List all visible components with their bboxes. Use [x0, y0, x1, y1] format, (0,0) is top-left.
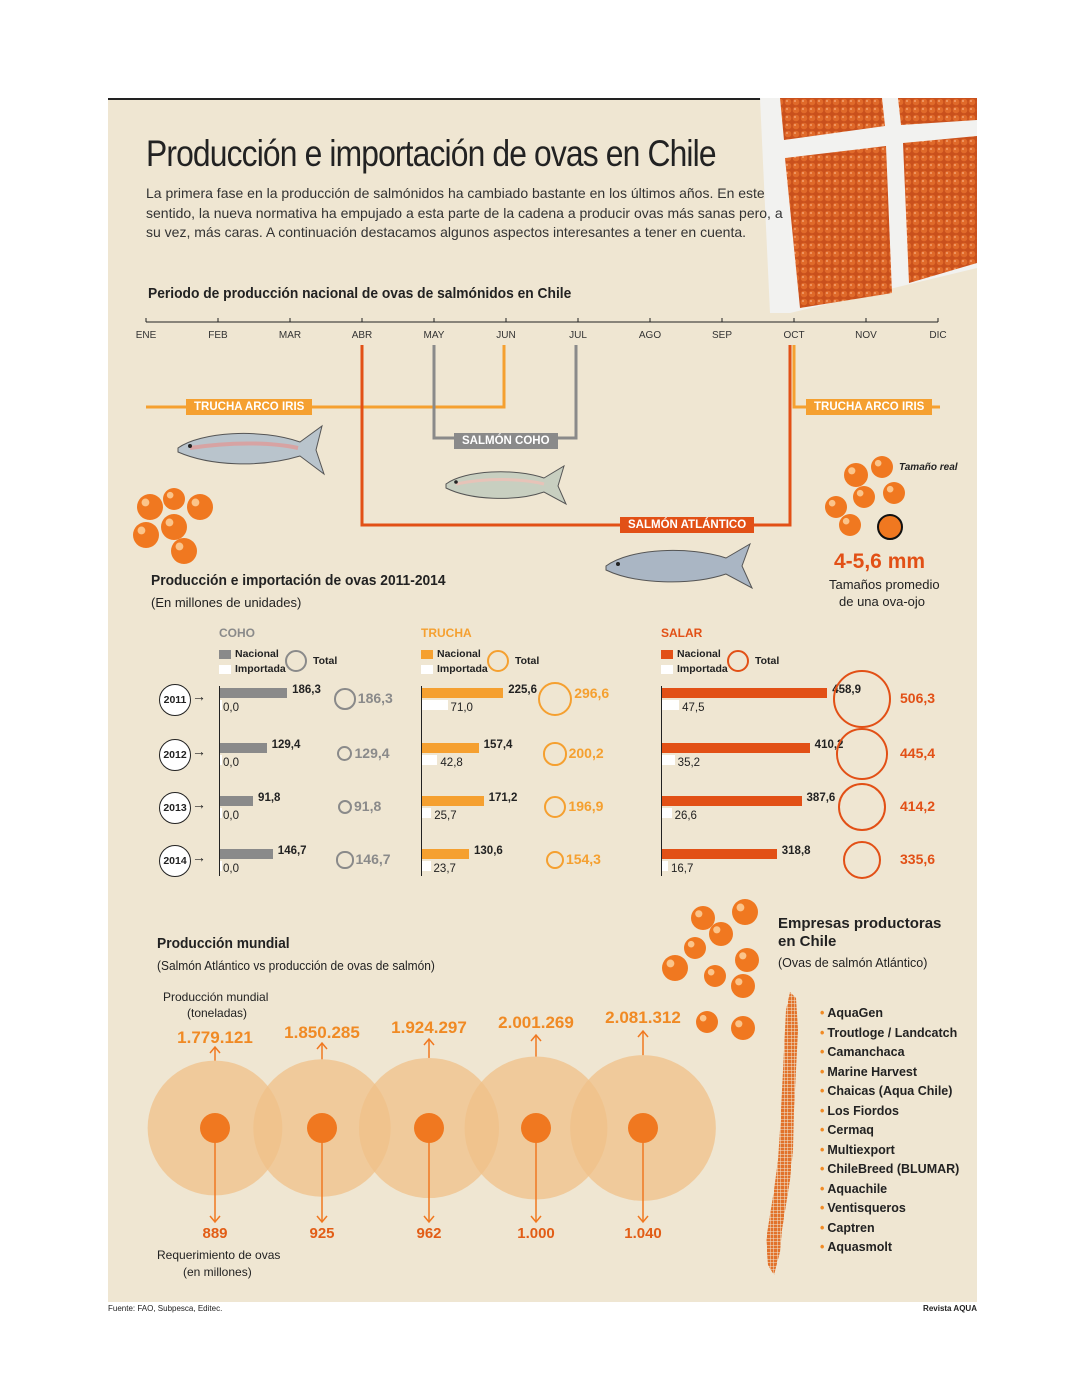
company-name: Cermaq [827, 1123, 874, 1137]
year-badge: 2013 [159, 792, 191, 824]
tag-atlantico: SALMÓN ATLÁNTICO [620, 517, 754, 533]
bar-importada-label: 25,7 [434, 810, 457, 822]
chile-map-icon [760, 990, 810, 1280]
company-name: AquaGen [827, 1006, 883, 1020]
year-arrow: → [192, 688, 206, 704]
month-label: SEP [711, 330, 733, 341]
size-note: Tamaño real [899, 462, 958, 473]
tag-trucha-2: TRUCHA ARCO IRIS [806, 399, 932, 415]
month-label: MAY [423, 330, 445, 341]
companies-subtitle: (Ovas de salmón Atlántico) [778, 956, 928, 970]
month-label: AGO [638, 330, 662, 341]
bar-importada-label: 23,7 [433, 863, 456, 875]
tag-coho: SALMÓN COHO [454, 433, 558, 449]
bar-importada-label: 0,0 [223, 810, 239, 822]
world-subtitle: (Salmón Atlántico vs producción de ovas de salmón) [157, 958, 435, 973]
bullet-icon: • [820, 1162, 825, 1176]
bar-nacional-label: 130,6 [474, 845, 503, 857]
tag-trucha: TRUCHA ARCO IRIS [186, 399, 312, 415]
world-title: Producción mundial [157, 935, 290, 952]
company-item [820, 1065, 917, 1079]
company-item [820, 1221, 875, 1235]
company-name: Aquachile [827, 1181, 888, 1196]
month-label: JUL [569, 330, 587, 341]
bar-importada-label: 16,7 [671, 863, 694, 875]
bar-nacional-label: 225,6 [508, 684, 537, 696]
total-label: 146,7 [355, 851, 391, 867]
company-item [820, 1143, 895, 1157]
bullet-icon: • [820, 1006, 825, 1020]
month-label: JUN [496, 330, 516, 341]
company-item [820, 1006, 883, 1020]
year-arrow: → [192, 849, 206, 865]
total-label: 445,4 [900, 745, 936, 761]
company-item [820, 1162, 959, 1176]
legend-importada: Importada [677, 663, 728, 675]
bar-nacional-label: 410,2 [814, 739, 844, 751]
legend-importada: Importada [437, 663, 488, 675]
company-name: Ventisqueros [827, 1201, 906, 1215]
size-caption: de una ova-ojo [839, 594, 926, 609]
year-arrow: → [192, 743, 206, 759]
company-item [820, 1026, 957, 1040]
total-label: 335,6 [900, 851, 936, 867]
year-badge: 2012 [159, 739, 191, 771]
bullet-icon: • [820, 1201, 825, 1215]
intro-text: La primera fase en la producción de salmónidos ha cambiado bastante en los últimos años. En este sentido, la nueva normativa ha empujado a esta parte de la cadena a producir ovas más sanas pero, a su vez, más caras. A continuación destacamos algunos aspectos interesantes a tener en cuenta. [146, 185, 783, 240]
legend-importada: Importada [235, 663, 286, 675]
bullet-icon: • [820, 1103, 825, 1118]
bar-nacional-label: 318,8 [781, 845, 811, 857]
legend-nacional: Nacional [235, 648, 279, 660]
group-title: COHO [219, 626, 255, 640]
bullet-icon: • [820, 1181, 825, 1196]
bar-importada-label: 0,0 [223, 757, 239, 769]
month-label: MAR [278, 330, 302, 341]
group-title: SALAR [661, 626, 703, 640]
bar-nacional-label: 458,9 [832, 684, 861, 696]
source-note: Fuente: FAO, Subpesca, Editec. [108, 1304, 223, 1313]
legend-total: Total [515, 655, 540, 667]
bar-importada-label: 0,0 [223, 702, 239, 714]
total-label: 200,2 [568, 745, 604, 761]
bar-nacional-label: 146,7 [277, 845, 307, 857]
company-item [820, 1123, 874, 1137]
legend-total: Total [755, 655, 780, 667]
company-item [820, 1104, 899, 1118]
month-label: FEB [208, 330, 228, 341]
world-production-value: 2.001.269 [498, 1013, 574, 1032]
month-label: OCT [783, 330, 805, 341]
size-value: 4-5,6 mm [834, 550, 926, 573]
bar-nacional-label: 91,8 [258, 792, 281, 804]
total-label: 296,6 [574, 685, 610, 701]
company-name: Chaicas (Aqua Chile) [827, 1084, 953, 1098]
company-item [820, 1084, 952, 1098]
bar-importada-label: 26,6 [674, 810, 697, 822]
bullet-icon: • [820, 1045, 825, 1059]
bullet-icon: • [820, 1064, 825, 1079]
total-label: 129,4 [354, 745, 390, 761]
world-bottom-label: (en millones) [183, 1265, 252, 1279]
company-name: ChileBreed (BLUMAR) [827, 1162, 960, 1176]
year-badge: 2011 [159, 684, 191, 716]
bullet-icon: • [820, 1142, 825, 1157]
company-name: Marine Harvest [827, 1064, 918, 1079]
legend-total: Total [313, 655, 338, 667]
total-label: 186,3 [357, 690, 393, 706]
timeline-title: Periodo de producción nacional de ovas de salmónidos en Chile [148, 285, 572, 302]
production-title: Producción e importación de ovas 2011-2014 [151, 572, 446, 589]
bullet-icon: • [820, 1240, 825, 1254]
bar-importada-label: 35,2 [677, 757, 701, 769]
world-production-value: 2.081.312 [605, 1008, 681, 1027]
egg-requirement-value: 889 [202, 1225, 228, 1242]
world-bottom-label: Requerimiento de ovas [157, 1248, 281, 1262]
total-label: 154,3 [565, 851, 601, 867]
bullet-icon: • [820, 1025, 825, 1040]
company-item [820, 1182, 887, 1196]
egg-requirement-value: 1.000 [517, 1225, 555, 1242]
bullet-icon: • [820, 1123, 825, 1137]
bar-importada-label: 0,0 [223, 863, 239, 875]
world-production-value: 1.850.285 [284, 1023, 360, 1042]
bullet-icon: • [820, 1220, 825, 1235]
production-subtitle: (En millones de unidades) [151, 595, 302, 610]
total-label: 414,2 [900, 798, 936, 814]
bar-nacional-label: 387,6 [806, 792, 836, 804]
companies-title: Empresas productoras [778, 915, 942, 932]
company-name: Multiexport [827, 1142, 895, 1157]
credit: Revista AQUA [923, 1304, 977, 1313]
world-top-label: (toneladas) [187, 1006, 248, 1020]
year-arrow: → [192, 796, 206, 812]
bar-importada-label: 47,5 [682, 702, 705, 714]
legend-nacional: Nacional [437, 648, 481, 660]
group-title: TRUCHA [421, 626, 472, 640]
egg-requirement-value: 1.040 [624, 1225, 662, 1242]
year-badge: 2014 [159, 845, 191, 877]
month-label: ENE [135, 330, 157, 341]
company-name: Troutloge / Landcatch [827, 1025, 958, 1040]
company-name: Camanchaca [827, 1045, 905, 1059]
month-label: ABR [351, 330, 373, 341]
month-label: NOV [855, 330, 877, 341]
bar-nacional-label: 129,4 [271, 739, 301, 751]
bar-importada-label: 71,0 [450, 702, 473, 714]
company-name: Los Fiordos [827, 1103, 899, 1118]
month-label: DIC [929, 330, 947, 341]
total-label: 91,8 [354, 798, 382, 814]
bar-nacional-label: 186,3 [292, 684, 321, 696]
world-top-label: Producción mundial [163, 990, 269, 1004]
company-item [820, 1045, 905, 1059]
bar-nacional-label: 171,2 [488, 792, 518, 804]
legend-nacional: Nacional [677, 648, 721, 660]
total-label: 506,3 [900, 690, 936, 706]
world-production-value: 1.924.297 [391, 1018, 467, 1037]
company-item [820, 1201, 906, 1215]
page-title: Producción e importación de ovas en Chile [146, 133, 716, 174]
world-production-value: 1.779.121 [177, 1028, 253, 1047]
company-item [820, 1240, 892, 1254]
egg-requirement-value: 962 [416, 1225, 442, 1242]
bullet-icon: • [820, 1084, 825, 1098]
bar-importada-label: 42,8 [440, 757, 463, 769]
company-name: Aquasmolt [827, 1240, 892, 1254]
bar-nacional-label: 157,4 [483, 739, 513, 751]
total-label: 196,9 [568, 798, 604, 814]
egg-requirement-value: 925 [309, 1225, 335, 1242]
companies-title: en Chile [778, 933, 837, 950]
size-caption: Tamaños promedio [829, 577, 940, 592]
company-name: Captren [827, 1220, 875, 1235]
